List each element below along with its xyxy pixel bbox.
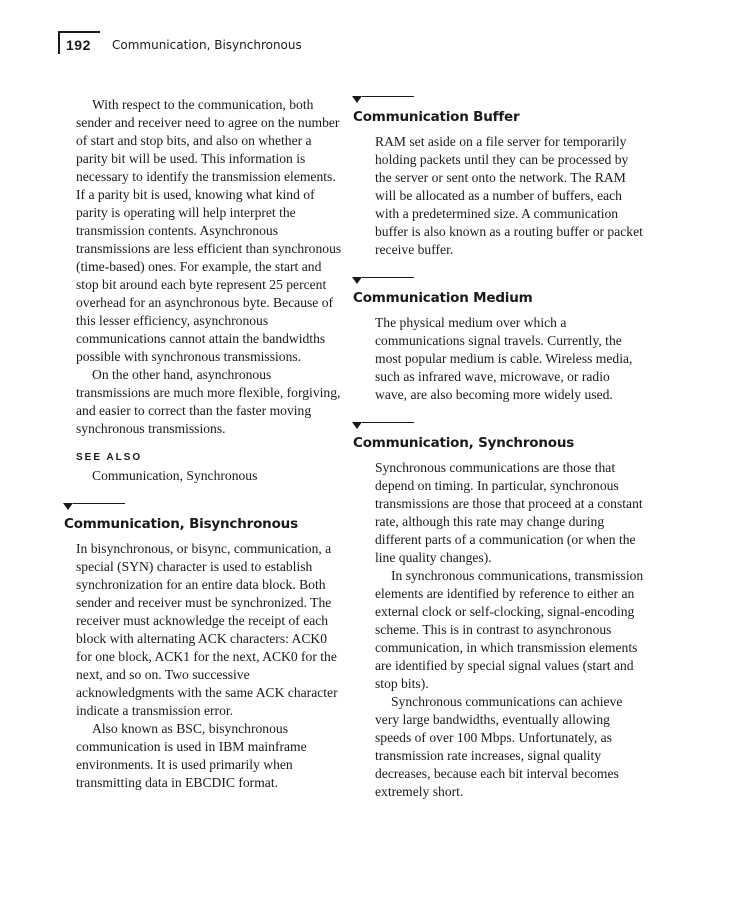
entry-title: Communication Buffer	[353, 109, 520, 125]
entry-paragraph: Also known as BSC, bisynchronous communication is used in IBM mainframe environments. It is used primarily when transmitting data in EBCDIC format.	[76, 721, 307, 790]
entry-marker-icon	[352, 96, 645, 104]
running-head: Communication, Bisynchronous	[112, 38, 302, 52]
entry-title: Communication, Synchronous	[353, 435, 575, 451]
entry-marker-icon	[352, 277, 645, 285]
entry-paragraph: Synchronous communications are those that depend on timing. In particular, synchronous transmissions are those that proceed at a constant rate, although this rate may change during different parts of a communication (or when the line quality changes).	[375, 460, 643, 565]
see-also-link[interactable]: Communication, Synchronous	[92, 468, 258, 483]
entry-marker-icon	[63, 503, 344, 511]
body-paragraph: On the other hand, asynchronous transmissions are much more flexible, forgiving, and easier to correct than the faster moving synchronous transmissions.	[76, 367, 341, 436]
entry-paragraph: The physical medium over which a communications signal travels. Currently, the most popular medium is cable. Wireless media, such as infrared wave, microwave, or radio wave, are also becoming more widely used.	[375, 315, 633, 402]
entry-communication-synchronous	[353, 422, 645, 801]
entry-title: Communication, Bisynchronous	[64, 516, 298, 532]
entry-communication-bisynchronous	[64, 503, 344, 792]
entry-marker-icon	[352, 422, 645, 430]
right-column	[353, 96, 645, 801]
page-number: 192	[66, 37, 91, 53]
entry-communication-buffer	[353, 96, 645, 259]
entry-communication-medium	[353, 277, 645, 404]
entry-paragraph: In synchronous communications, transmission elements are identified by reference to either an external clock or self-clocking, signal-encoding scheme. This is in contrast to asynchronous communication, in which transmission elements are identified by special signal values (start and stop bits).	[375, 568, 644, 691]
header-rule-horizontal	[58, 31, 100, 33]
see-also-label: SEE ALSO	[76, 452, 143, 463]
header-rule-vertical	[58, 31, 60, 54]
entry-paragraph: RAM set aside on a file server for temporarily holding packets until they can be processed by the server or sent onto the network. The RAM will be allocated as a number of buffers, each with a predetermined size. A communication buffer is also known as a routing buffer or packet receive buffer.	[375, 134, 643, 257]
body-paragraph: With respect to the communication, both sender and receiver need to agree on the number of start and stop bits, and also on whether a parity bit will be used. This information is necessary to identify the transmission elements. If a parity bit is used, knowing what kind of parity is operating will help interpret the transmission contents. Asynchronous transmissions are less efficient than synchronous (time-based) ones. For example, the start and stop bit around each byte represent 25 percent overhead for an asynchronous byte. Because of this lesser efficiency, asynchronous communications cannot attain the bandwidths possible with synchronous transmissions.	[76, 97, 342, 364]
entry-title: Communication Medium	[353, 290, 533, 306]
entry-paragraph: Synchronous communications can achieve very large bandwidths, eventually allowing speeds of over 100 Mbps. Unfortunately, as transmission rate increases, signal quality decreases, because each bit interval becomes extremely short.	[375, 694, 623, 799]
entry-paragraph: In bisynchronous, or bisync, communication, a special (SYN) character is used to establish synchronization for an entire data block. Both sender and receiver must be synchronized. The receiver must acknowledge the receipt of each block with alternating ACK characters: ACK0 for one block, ACK1 for the next, ACK0 for the next, and so on. Two successive acknowledgments with the same ACK character indicate a transmission error.	[76, 541, 338, 718]
left-column	[64, 96, 344, 792]
